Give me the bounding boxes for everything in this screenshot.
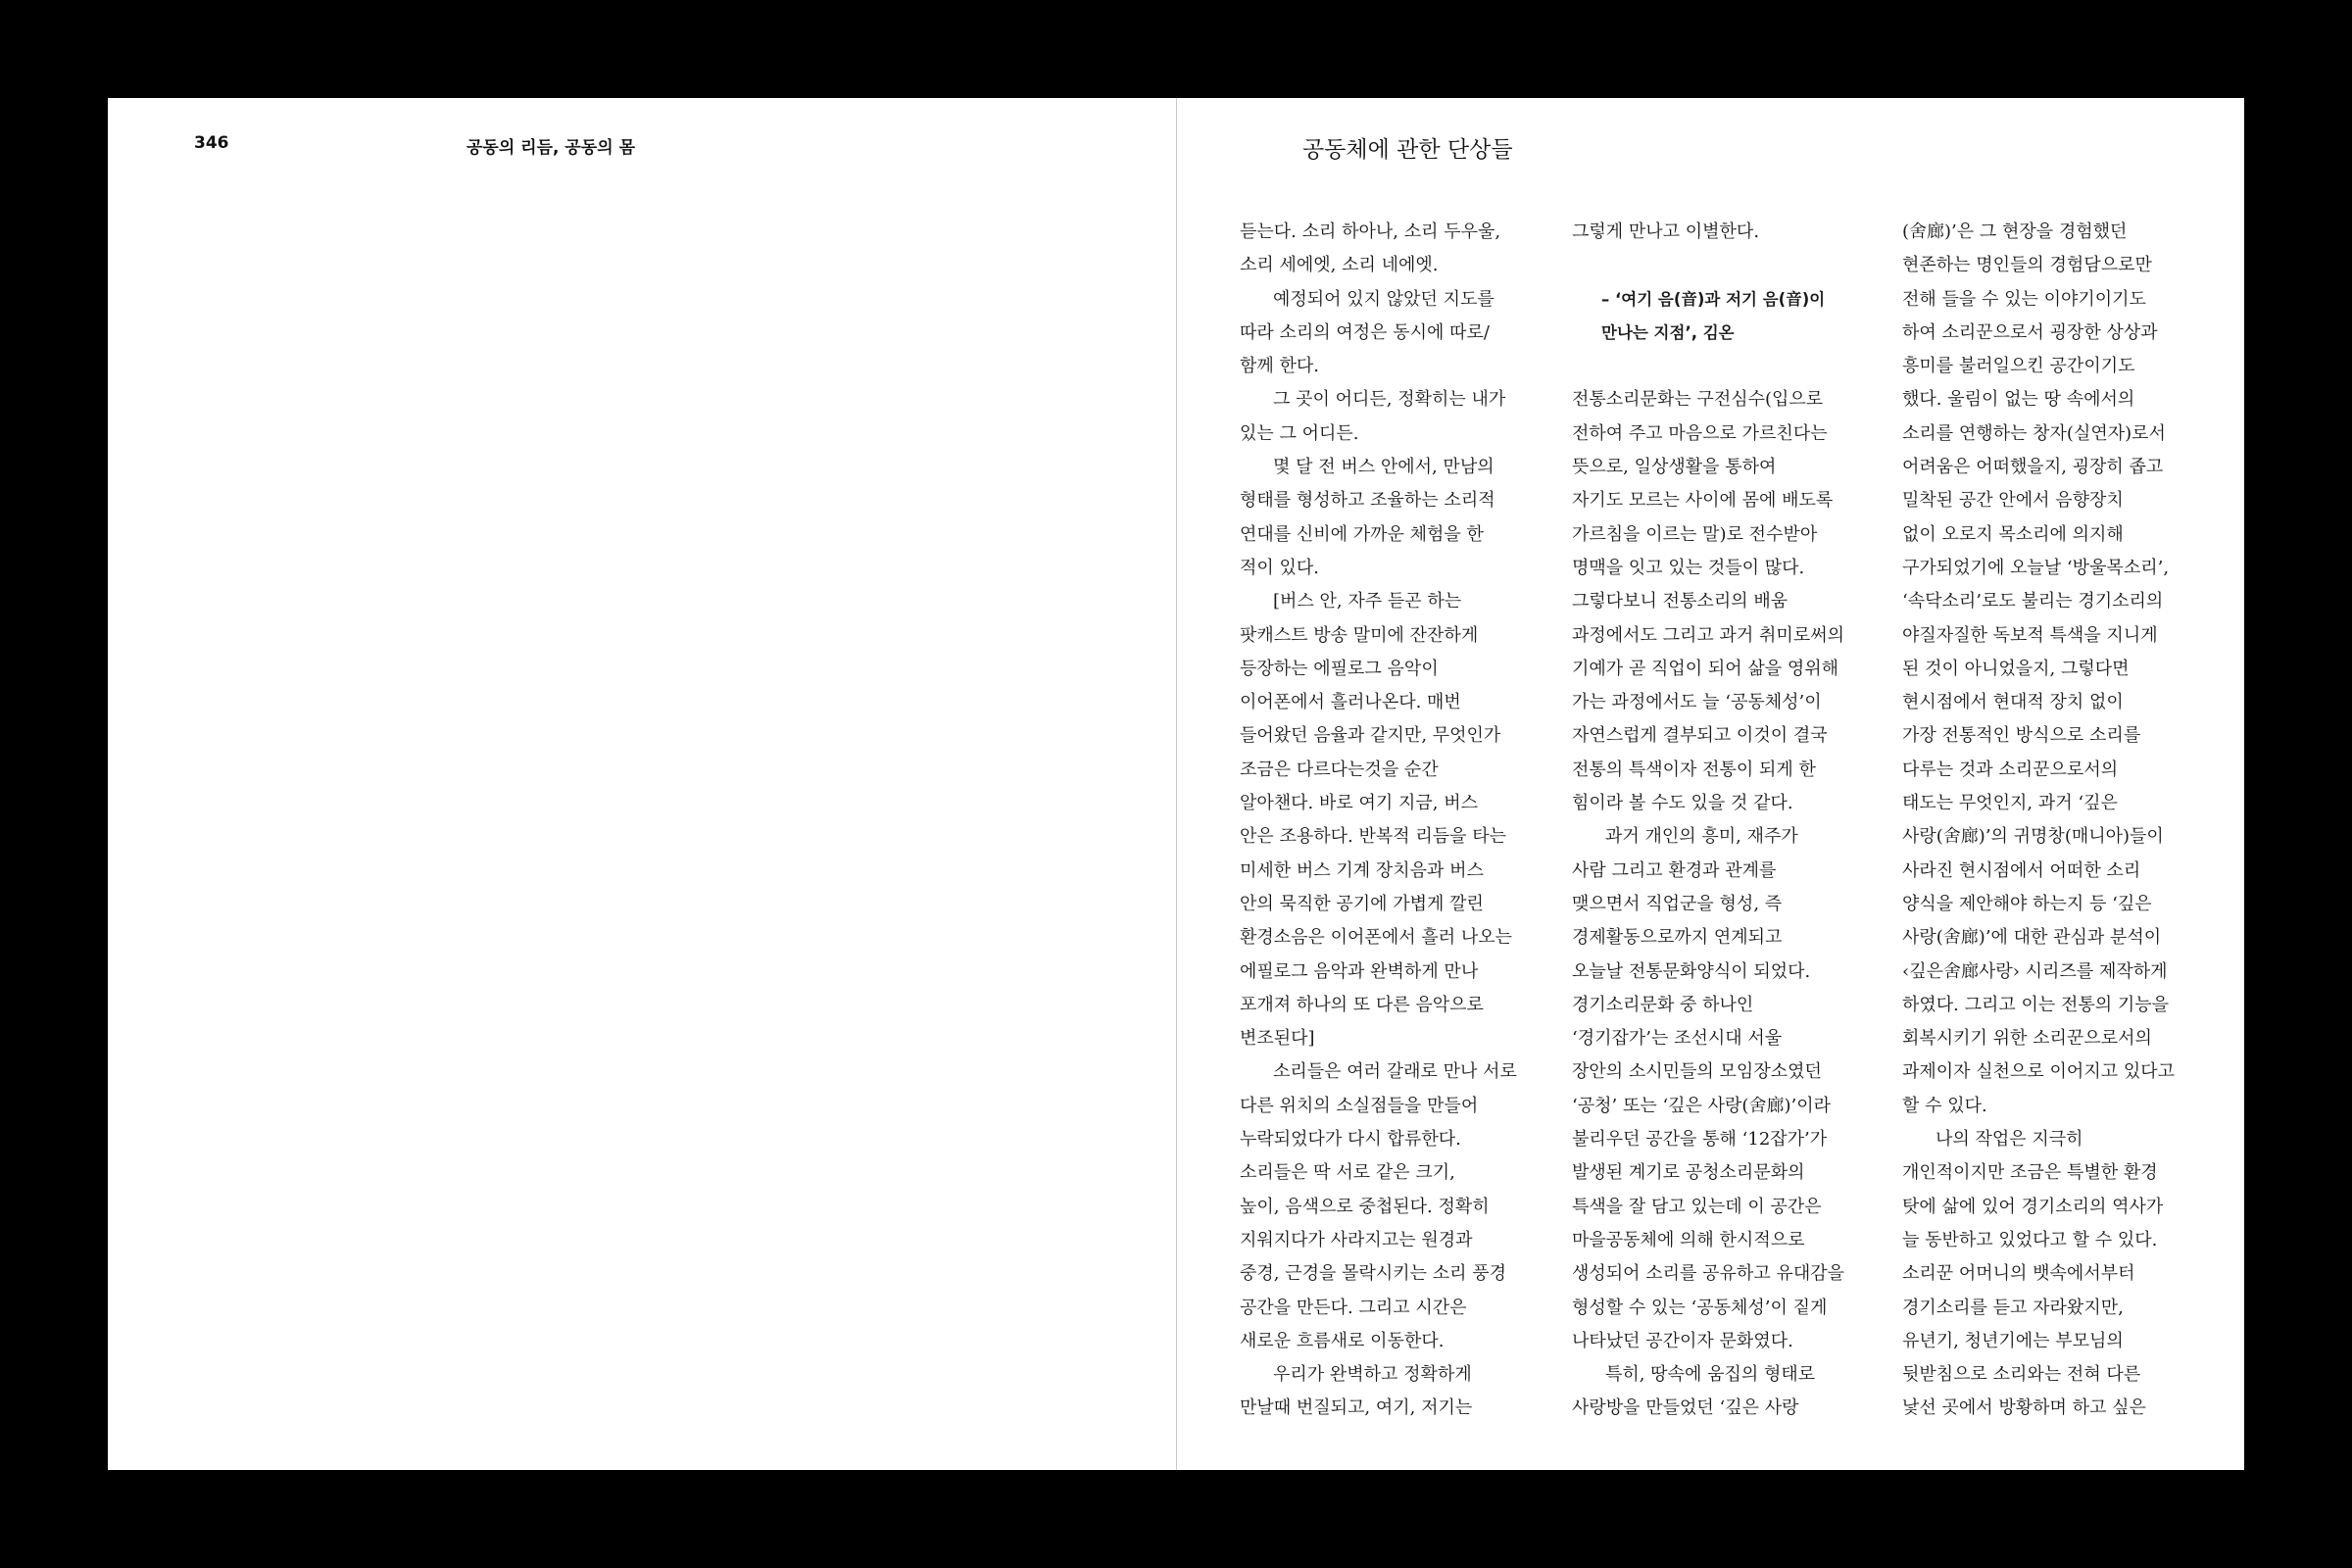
- text-line: 다른 위치의 소실점들을 만들어: [1240, 1095, 1479, 1116]
- text-line: 하여 소리꾼으로서 굉장한 상상과: [1902, 321, 2158, 343]
- text-line: 들어왔던 음율과 같지만, 무엇인가: [1240, 725, 1501, 747]
- text-line: 늘 동반하고 있었다고 할 수 있다.: [1902, 1229, 2158, 1250]
- essay-heading-line: 만나는 지점’, 김온: [1601, 322, 1735, 342]
- text-line: 등장하는 에필로그 음악이: [1240, 658, 1439, 679]
- text-line: 함께 한다.: [1240, 356, 1319, 377]
- essay-body: [1572, 383, 1876, 1425]
- text-line: 소리들은 딱 서로 같은 크기,: [1240, 1162, 1455, 1184]
- text-line: 양식을 제안해야 하는지 등 ‘깊은: [1902, 893, 2152, 914]
- text-line: 과거 개인의 흥미, 재주가: [1605, 826, 1798, 848]
- text-line: 예정되어 있지 않았던 지도를: [1273, 288, 1494, 310]
- text-line: 나의 작업은 지극히: [1936, 1129, 2083, 1151]
- text-line: 소리를 연행하는 창자(실연자)로서: [1902, 422, 2166, 444]
- text-line: 사람 그리고 환경과 관계를: [1572, 859, 1777, 881]
- text-line: 그 곳이 어디든, 정확히는 내가: [1273, 389, 1506, 411]
- text-line: 만날때 번질되고, 여기, 저기는: [1240, 1397, 1473, 1419]
- text-line: 오늘날 전통문화양식이 되었다.: [1572, 960, 1811, 982]
- text-line: 생성되어 소리를 공유하고 유대감을: [1572, 1263, 1844, 1285]
- text-line: 전하여 주고 마음으로 가르친다는: [1572, 422, 1828, 444]
- text-line: 나타났던 공간이자 문화였다.: [1572, 1330, 1793, 1351]
- text-line: 소리꾼 어머니의 뱃속에서부터: [1902, 1263, 2135, 1285]
- text-line: 지워지다가 사라지고는 원경과: [1240, 1229, 1473, 1250]
- text-line: 사랑방을 만들었던 ‘깊은 사랑: [1572, 1397, 1799, 1419]
- text-line: 힘이라 볼 수도 있을 것 같다.: [1572, 793, 1793, 814]
- spacer: [1572, 350, 1876, 383]
- text-line: 팟캐스트 방송 말미에 잔잔하게: [1240, 624, 1479, 646]
- text-line: 개인적이지만 조금은 특별한 환경: [1902, 1162, 2158, 1184]
- text-line: 자연스럽게 결부되고 이것이 결국: [1572, 725, 1828, 747]
- text-line: 태도는 무엇인지, 과거 ‘깊은: [1902, 793, 2118, 814]
- text-line: 형성할 수 있는 ‘공동체성’이 짙게: [1572, 1297, 1828, 1318]
- left-page: [108, 98, 1176, 1470]
- text-line: 맺으면서 직업군을 형성, 즉: [1572, 893, 1783, 914]
- running-head: 공동의 리듬, 공동의 몸: [466, 138, 636, 158]
- text-line: 된 것이 아니었을지, 그렇다면: [1902, 658, 2130, 679]
- text-line: 없이 오로지 목소리에 의지해: [1902, 523, 2124, 545]
- text-line: 뜻으로, 일상생활을 통하여: [1572, 457, 1777, 478]
- essay-heading-line: – ‘여기 음(音)과 저기 음(音)이: [1601, 289, 1826, 309]
- page-number: 346: [194, 133, 229, 153]
- text-line: 할 수 있다.: [1902, 1095, 1987, 1116]
- text-line: 알아챈다. 바로 여기 지금, 버스: [1240, 793, 1478, 814]
- text-line: (舍廊)’은 그 현장을 경험했던: [1902, 221, 2128, 242]
- text-line: 낯선 곳에서 방황하며 하고 싶은: [1902, 1397, 2146, 1419]
- text-line: 밀착된 공간 안에서 음향장치: [1902, 490, 2124, 512]
- text-line: 중경, 근경을 몰락시키는 소리 풍경: [1240, 1263, 1507, 1285]
- text-line: 특색을 잘 담고 있는데 이 공간은: [1572, 1196, 1822, 1217]
- text-line: 유년기, 청년기에는 부모님의: [1902, 1330, 2124, 1351]
- text-line: 하였다. 그리고 이는 전통의 기능을: [1902, 994, 2170, 1015]
- text-line: 불리우던 공간을 통해 ‘12잡가’가: [1572, 1129, 1828, 1151]
- text-line: 경기소리를 듣고 자라왔지만,: [1902, 1297, 2124, 1318]
- text-line: 기예가 곧 직업이 되어 삶을 영위해: [1572, 658, 1839, 679]
- text-line: 포개져 하나의 또 다른 음악으로: [1240, 994, 1484, 1015]
- text-line: 전통소리문화는 구전심수(입으로: [1572, 389, 1824, 411]
- text-line: 사랑(舍廊)’에 대한 관심과 분석이: [1902, 927, 2162, 949]
- text-line: 변조된다]: [1240, 1028, 1315, 1050]
- text-line: 적이 있다.: [1240, 557, 1319, 578]
- text-line: 환경소음은 이어폰에서 흘러 나오는: [1240, 927, 1512, 949]
- text-line: 뒷받침으로 소리와는 전혀 다른: [1902, 1364, 2141, 1386]
- text-line: 에필로그 음악과 완벽하게 만나: [1240, 960, 1479, 982]
- text-line: 명맥을 잇고 있는 것들이 많다.: [1572, 557, 1805, 578]
- text-line: ‘공청’ 또는 ‘깊은 사랑(舍廊)’이라: [1572, 1095, 1831, 1116]
- text-line: 구가되었기에 오늘날 ‘방울목소리’,: [1902, 557, 2170, 578]
- text-line: 회복시키기 위한 소리꾼으로서의: [1902, 1028, 2152, 1050]
- text-line: 연대를 신비에 가까운 체험을 한: [1240, 523, 1484, 545]
- text-line: 과정에서도 그리고 과거 취미로써의: [1572, 624, 1844, 646]
- text-line: 현존하는 명인들의 경험담으로만: [1902, 255, 2152, 276]
- text-line: 다루는 것과 소리꾼으로서의: [1902, 759, 2119, 780]
- text-line: 마을공동체에 의해 한시적으로: [1572, 1229, 1805, 1250]
- text-line: 형태를 형성하고 조율하는 소리적: [1240, 490, 1495, 512]
- text-line: 사라진 현시점에서 어떠한 소리: [1902, 859, 2141, 881]
- text-line: 높이, 음색으로 중첩된다. 정확히: [1240, 1196, 1490, 1217]
- text-line: 우리가 완벽하고 정확하게: [1273, 1364, 1472, 1386]
- text-line: ‹깊은舍廊사랑› 시리즈를 제작하게: [1902, 960, 2168, 982]
- text-line: 장안의 소시민들의 모임장소였던: [1572, 1061, 1822, 1083]
- text-line: 탓에 삶에 있어 경기소리의 역사가: [1902, 1196, 2164, 1217]
- text-line: 가르침을 이르는 말)로 전수받아: [1572, 523, 1818, 545]
- text-line: [버스 안, 자주 듣곤 하는: [1273, 591, 1462, 612]
- text-line: 가장 전통적인 방식으로 소리를: [1902, 725, 2141, 747]
- text-column-3: [1902, 216, 2206, 1426]
- text-line: 조금은 다르다는것을 순간: [1240, 759, 1439, 780]
- text-line: 가는 과정에서도 늘 ‘공동체성’이: [1572, 692, 1822, 713]
- text-line: 그렇게 만나고 이별한다.: [1572, 221, 1760, 242]
- text-line: 어려움은 어떠했을지, 굉장히 좁고: [1902, 457, 2164, 478]
- text-line: 소리 세에엣, 소리 네에엣.: [1240, 255, 1439, 276]
- text-line: 따라 소리의 여정은 동시에 따로/: [1240, 321, 1490, 343]
- text-line: 그렇다보니 전통소리의 배움: [1572, 591, 1788, 612]
- text-line: 했다. 울림이 없는 땅 속에서의: [1902, 389, 2135, 411]
- text-column-2: [1572, 216, 1876, 1426]
- text-line: 과제이자 실천으로 이어지고 있다고: [1902, 1061, 2175, 1083]
- text-line: 미세한 버스 기계 장치음과 버스: [1240, 859, 1484, 881]
- text-line: 몇 달 전 버스 안에서, 만남의: [1273, 457, 1494, 478]
- text-line: 전통의 특색이자 전통이 되게 한: [1572, 759, 1816, 780]
- text-line: 경제활동으로까지 연계되고: [1572, 927, 1783, 949]
- text-line: 공간을 만든다. 그리고 시간은: [1240, 1297, 1467, 1318]
- text-line: ‘속닥소리’로도 불리는 경기소리의: [1902, 591, 2164, 612]
- text-line: 전해 들을 수 있는 이야기이기도: [1902, 288, 2146, 310]
- text-line: 새로운 흐름새로 이동한다.: [1240, 1330, 1445, 1351]
- text-line: 소리들은 여러 갈래로 만나 서로: [1273, 1061, 1517, 1083]
- text-line: 사랑(舍廊)’의 귀명창(매니아)들이: [1902, 826, 2164, 848]
- text-line: 특히, 땅속에 움집의 형태로: [1605, 1364, 1816, 1386]
- text-line: 발생된 계기로 공청소리문화의: [1572, 1162, 1805, 1184]
- text-line: 누락되었다가 다시 합류한다.: [1240, 1129, 1461, 1151]
- section-title: 공동체에 관한 단상들: [1302, 137, 1513, 163]
- text-line: 안은 조용하다. 반복적 리듬을 타는: [1240, 826, 1507, 848]
- text-line: 야질자질한 독보적 특색을 지니게: [1902, 624, 2158, 646]
- text-line: 자기도 모르는 사이에 몸에 배도록: [1572, 490, 1834, 512]
- text-line: 안의 묵직한 공기에 가볍게 깔린: [1240, 893, 1484, 914]
- right-page: [1176, 98, 2244, 1470]
- text-line: 있는 그 어디든.: [1240, 422, 1359, 444]
- text-column-1: [1240, 216, 1544, 1426]
- text-line: 이어폰에서 흘러나온다. 매번: [1240, 692, 1461, 713]
- spacer: [1572, 249, 1876, 282]
- text-line: ‘경기잡가’는 조선시대 서울: [1572, 1028, 1783, 1050]
- text-line: 흥미를 불러일으킨 공간이기도: [1902, 356, 2135, 377]
- text-line: 현시점에서 현대적 장치 없이: [1902, 692, 2124, 713]
- text-line: 경기소리문화 중 하나인: [1572, 994, 1754, 1015]
- text-line: 듣는다. 소리 하아나, 소리 두우울,: [1240, 221, 1501, 242]
